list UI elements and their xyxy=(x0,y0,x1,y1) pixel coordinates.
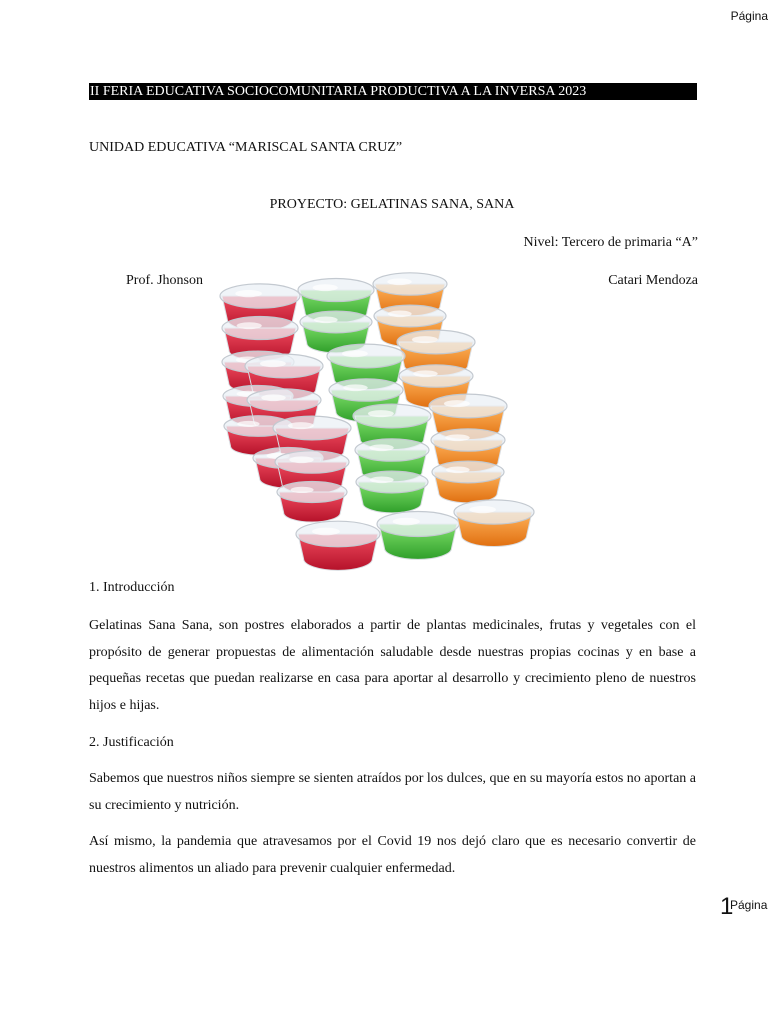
paragraph-justification-2: Así mismo, la pandemia que atravesamos por el Covid 19 nos dejó claro que es necesario convertir de nuestros alimentos un aliado para prevenir cualquier enfermedad. xyxy=(89,834,696,876)
teacher-last-name: Catari Mendoza xyxy=(608,273,698,288)
school-name: UNIDAD EDUCATIVA “MARISCAL SANTA CRUZ” xyxy=(89,140,403,155)
gelatin-cup xyxy=(432,461,504,503)
gelatin-cup xyxy=(356,471,428,513)
teacher-first-name: Prof. Jhonson xyxy=(126,273,204,288)
project-title: PROYECTO: GELATINAS SANA, SANA xyxy=(269,197,515,212)
section-title-introduction: 1. Introducción xyxy=(89,580,175,595)
gelatin-cups-photo xyxy=(218,266,538,596)
gelatin-cup xyxy=(454,500,534,547)
fair-banner: II FERIA EDUCATIVA SOCIOCOMUNITARIA PRODUCTIVA A LA INVERSA 2023 xyxy=(89,83,697,100)
paragraph-introduction: Gelatinas Sana Sana, son postres elaborados a partir de plantas medicinales, frutas y vegetales con el propósito de generar propuestas de alimentación saludable desde nuestras propias cocinas y en base a pequeñas recetas que puedan realizarse en casa para aportar al desarrollo y crecimiento pleno de nuestros hijos e hijas. xyxy=(89,618,696,713)
gelatin-cup xyxy=(277,481,347,522)
paragraph-justification-1: Sabemos que nuestros niños siempre se sienten atraídos por los dulces, que en su mayoría estos no aportan a su crecimiento y nutrición. xyxy=(89,771,696,813)
header-page-label: Página xyxy=(730,9,768,23)
footer-page-label: Página xyxy=(730,898,768,912)
level-line: Nivel: Tercero de primaria “A” xyxy=(523,235,698,250)
footer-page-number: 1 xyxy=(720,893,734,920)
gelatin-cup xyxy=(377,512,459,560)
section-title-justification: 2. Justificación xyxy=(89,735,174,750)
gelatin-cup xyxy=(296,521,380,570)
